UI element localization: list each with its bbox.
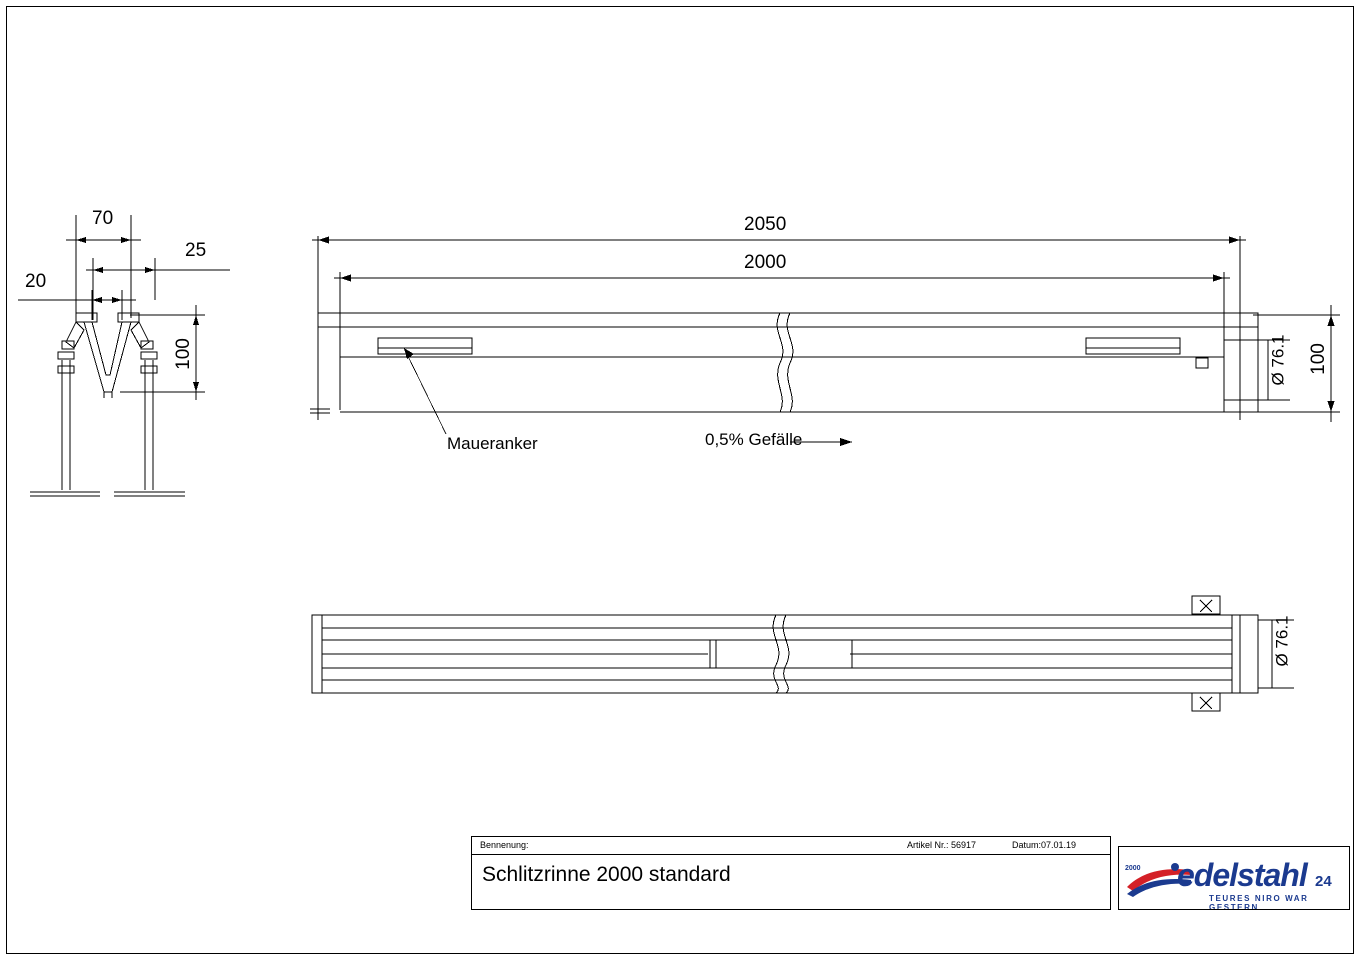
dim-70	[66, 215, 141, 320]
company-logo	[1118, 846, 1350, 910]
annotation-slope: 0,5% Gefälle	[705, 430, 803, 449]
elevation-body	[310, 263, 1258, 413]
section-v-channel	[84, 322, 131, 398]
title-block-header-row	[472, 837, 1110, 855]
section-brackets	[62, 322, 153, 349]
title-block-article-label: Artikel Nr.: 56917	[907, 840, 977, 850]
logo-suffix-text: 24	[1315, 873, 1332, 890]
section-top-plates	[76, 313, 139, 322]
dim-label-100-elevation: 100	[1307, 343, 1329, 375]
logo-brand-text: edelstahl	[1177, 857, 1307, 893]
dim-label-100-section: 100	[172, 338, 194, 370]
logo-slogan-text: TEURES NIRO WAR GESTERN	[1209, 894, 1309, 910]
dim-label-20: 20	[25, 271, 47, 292]
svg-text:2000: 2000	[1125, 865, 1141, 872]
title-block	[471, 836, 1111, 910]
dim-label-2000: 2000	[744, 252, 787, 273]
dim-label-70: 70	[92, 208, 114, 229]
section-support-legs	[30, 352, 185, 496]
break-line-plan	[773, 615, 789, 693]
dim-label-pipe-diameter-plan: Ø 76.1	[1272, 615, 1292, 667]
title-block-date-label: Datum:07.01.19	[1012, 840, 1077, 850]
dim-label-25: 25	[185, 240, 207, 261]
title-block-drawing-title: Schlitzrinne 2000 standard	[482, 863, 731, 886]
leader-maueranker	[404, 348, 446, 434]
dim-label-pipe-diameter-elevation: Ø 76.1	[1268, 334, 1288, 386]
dim-25	[86, 258, 230, 320]
plan-body	[312, 596, 1258, 711]
dim-2000	[334, 272, 1230, 410]
annotation-maueranker: Maueranker	[447, 434, 538, 453]
title-block-name-label: Bennenung:	[480, 840, 529, 850]
dim-label-2050: 2050	[744, 214, 787, 235]
break-line-elevation	[777, 313, 793, 412]
